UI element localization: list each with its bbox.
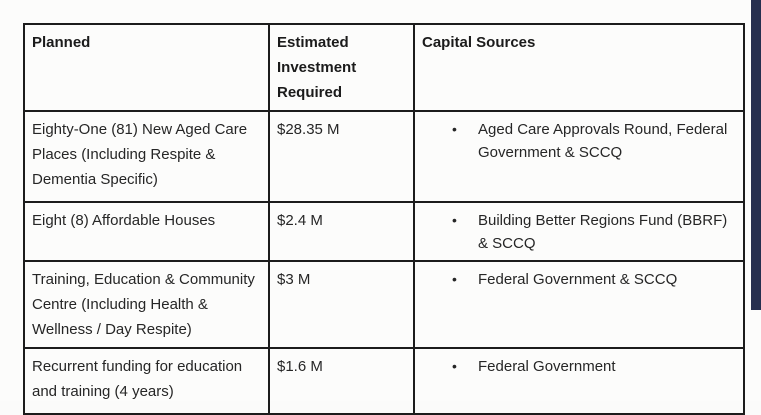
cell-planned: Eighty-One (81) New Aged Care Places (Including Respite & Dementia Specific) bbox=[24, 111, 269, 202]
bullet-icon: • bbox=[452, 121, 457, 137]
cell-capital-sources bbox=[414, 202, 744, 261]
cell-capital-sources bbox=[414, 348, 744, 414]
bullet-icon: • bbox=[452, 271, 457, 287]
table-row bbox=[24, 202, 744, 261]
bullet-list-item bbox=[422, 354, 735, 378]
page-edge-accent-bar bbox=[751, 0, 761, 310]
capital-source-text: Aged Care Approvals Round, Federal Government & SCCQ bbox=[478, 121, 728, 161]
table-row bbox=[24, 348, 744, 414]
bullet-list-item bbox=[422, 267, 735, 291]
bullet-icon: • bbox=[452, 212, 457, 228]
table-row bbox=[24, 261, 744, 348]
capital-source-text: Building Better Regions Fund (BBRF) & SCCQ bbox=[478, 212, 728, 252]
cell-capital-sources bbox=[414, 261, 744, 348]
column-header-capital-sources: Capital Sources bbox=[414, 24, 744, 111]
bullet-list-item bbox=[422, 208, 735, 255]
cell-investment: $2.4 M bbox=[269, 202, 414, 261]
cell-capital-sources bbox=[414, 111, 744, 202]
bullet-icon: • bbox=[452, 358, 457, 374]
cell-planned: Eight (8) Affordable Houses bbox=[24, 202, 269, 261]
bullet-list-item bbox=[422, 117, 735, 164]
cell-investment: $3 M bbox=[269, 261, 414, 348]
capital-plan-table bbox=[23, 23, 745, 415]
table-row bbox=[24, 111, 744, 202]
column-header-investment: Estimated Investment Required bbox=[269, 24, 414, 111]
cell-investment: $1.6 M bbox=[269, 348, 414, 414]
capital-source-text: Federal Government bbox=[478, 358, 616, 375]
cell-planned: Recurrent funding for education and training (4 years) bbox=[24, 348, 269, 414]
cell-planned: Training, Education & Community Centre (Including Health & Wellness / Day Respite) bbox=[24, 261, 269, 348]
table-header-row bbox=[24, 24, 744, 111]
column-header-planned: Planned bbox=[24, 24, 269, 111]
cell-investment: $28.35 M bbox=[269, 111, 414, 202]
capital-source-text: Federal Government & SCCQ bbox=[478, 271, 678, 288]
